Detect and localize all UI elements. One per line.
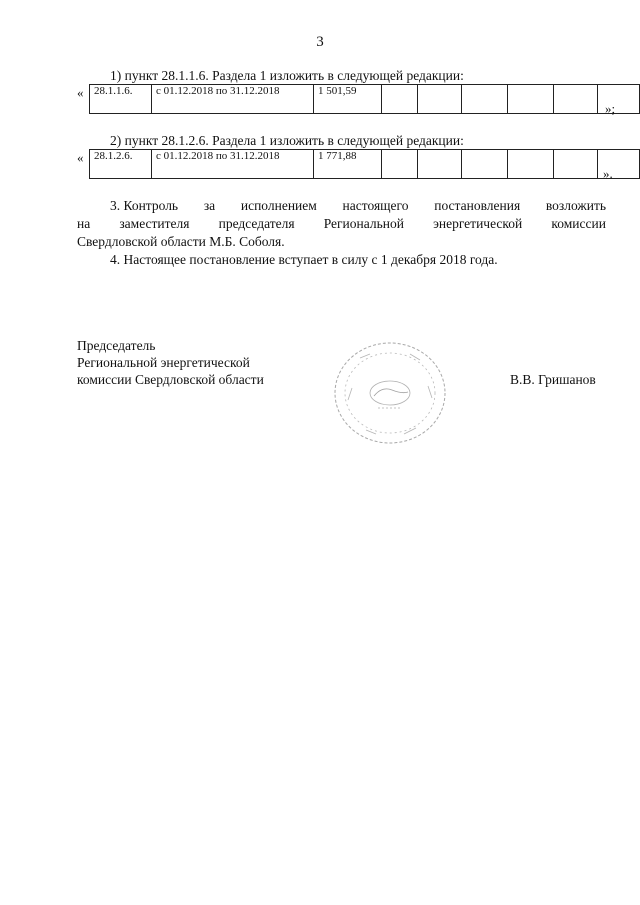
para3-line1	[110, 198, 606, 214]
official-stamp	[330, 338, 450, 453]
item2-open-quote: «	[77, 150, 84, 165]
table-cell	[382, 150, 418, 179]
stamp-seal-icon	[330, 338, 450, 448]
table-row	[90, 150, 640, 179]
item1-close-quote: »;	[605, 101, 616, 116]
table-cell: 28.1.1.6.	[90, 85, 152, 114]
signature-position-line1: Председатель	[77, 338, 156, 353]
table-cell	[462, 85, 508, 114]
table-cell	[554, 150, 598, 179]
para3-word: заместителя	[119, 216, 190, 231]
table-cell: 1 501,59	[314, 85, 382, 114]
item1-intro: 1) пункт 28.1.1.6. Раздела 1 изложить в следующей редакции:	[110, 68, 464, 83]
table-row	[90, 85, 640, 114]
para4: 4. Настоящее постановление вступает в силу с 1 декабря 2018 года.	[110, 252, 498, 267]
table-cell	[418, 85, 462, 114]
table-cell: 1 771,88	[314, 150, 382, 179]
signatory-name: В.В. Гришанов	[510, 372, 596, 387]
table-cell	[508, 150, 554, 179]
table-cell	[508, 85, 554, 114]
signature-position-line3: комиссии Свердловской области	[77, 372, 264, 387]
item1-table	[89, 84, 640, 114]
para3-line3: Свердловской области М.Б. Соболя.	[77, 234, 285, 249]
table-cell: 28.1.2.6.	[90, 150, 152, 179]
table-cell	[598, 85, 640, 114]
para3-word: 3. Контроль	[110, 198, 179, 213]
para3-line2	[77, 216, 606, 232]
table-cell	[462, 150, 508, 179]
page-number: 3	[316, 34, 324, 50]
table-cell	[418, 150, 462, 179]
para3-word: за	[203, 198, 216, 213]
item2-close-quote: ».	[603, 166, 613, 181]
para3-word: председателя	[218, 216, 295, 231]
para3-word: на	[77, 216, 91, 231]
para3-word: энергетической	[433, 216, 523, 231]
para3-word: комиссии	[551, 216, 606, 231]
para3-word: Региональной	[323, 216, 404, 231]
table-cell	[554, 85, 598, 114]
item2-table	[89, 149, 640, 179]
table-cell	[382, 85, 418, 114]
signature-position-line2: Региональной энергетической	[77, 355, 250, 370]
table-cell: с 01.12.2018 по 31.12.2018	[152, 85, 314, 114]
table-cell: с 01.12.2018 по 31.12.2018	[152, 150, 314, 179]
item2-intro: 2) пункт 28.1.2.6. Раздела 1 изложить в следующей редакции:	[110, 133, 464, 148]
para3-word: возложить	[545, 198, 606, 213]
para3-word: исполнением	[240, 198, 317, 213]
para3-word: настоящего	[342, 198, 409, 213]
para3-word: постановления	[434, 198, 521, 213]
item1-open-quote: «	[77, 85, 84, 100]
